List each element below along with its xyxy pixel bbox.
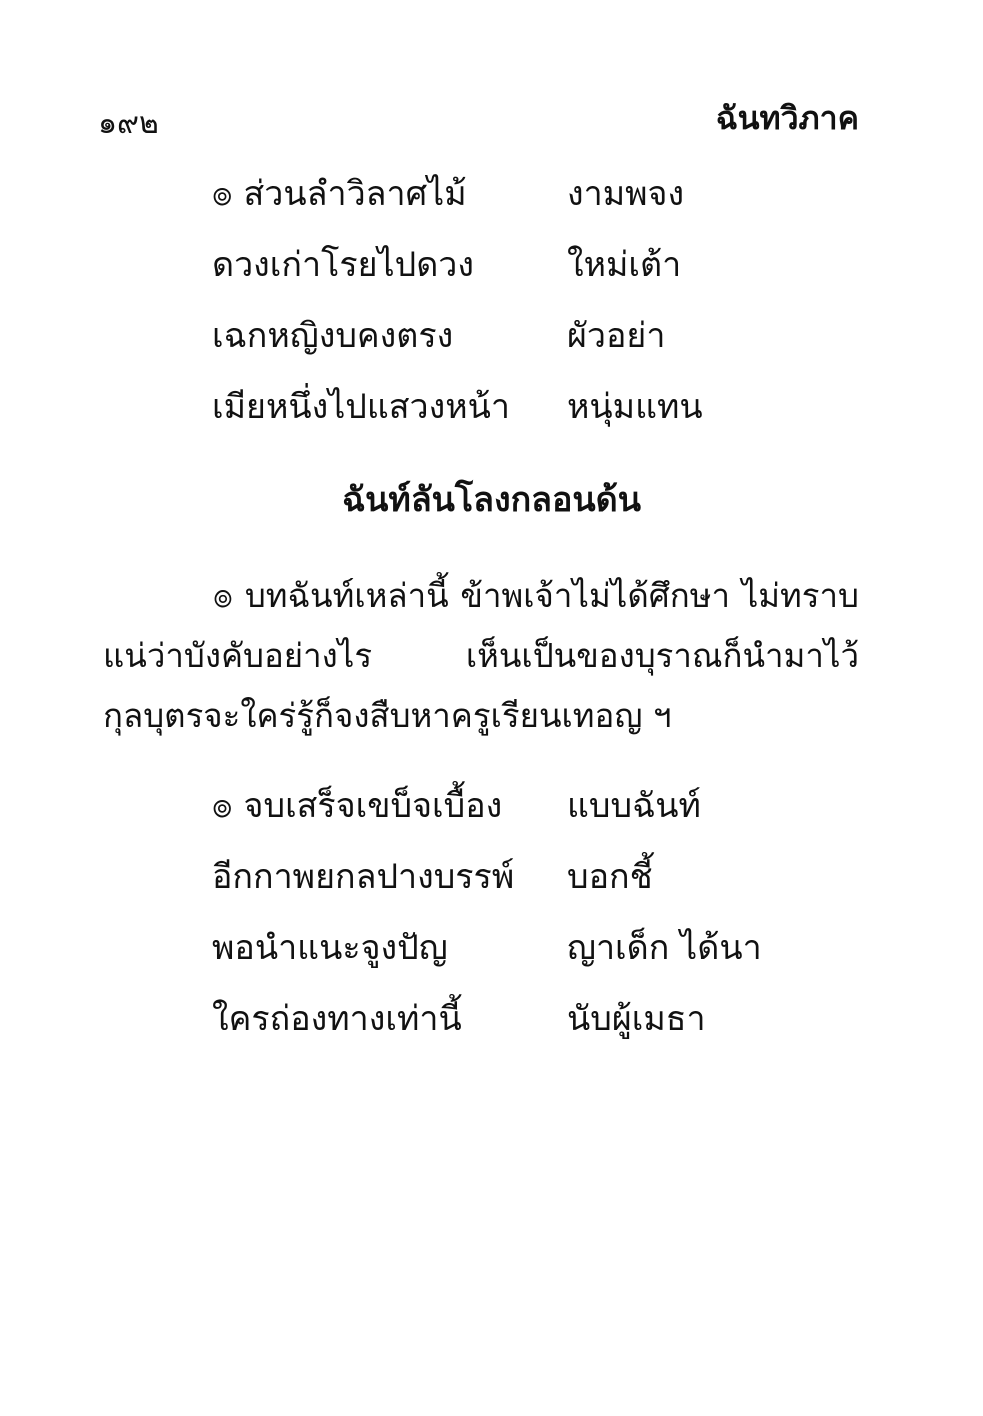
poem-line-second-half: หนุ่มแทน [567,387,703,427]
poem-line [212,920,772,991]
poem-line-first-half: ดวงเก่าโรยไปดวง [212,245,474,285]
poem-line-first-half: เมียหนึ่งไปแสวงหน้า [212,387,510,427]
section-paragraph: ๏ บทฉันท์เหล่านี้ ข้าพเจ้าไม่ได้ศึกษา ไม่ทราบแน่ว่าบังคับอย่างไร เห็นเป็นของบุราณก็นำมาไว้ กุลบุตรจะใคร่รู้ก็จงสืบหาครูเรียนเทอญ ฯ [103,576,859,735]
poem-line-second-half: แบบฉันท์ [567,786,701,826]
poem-line [212,991,772,1062]
section-title: ฉันท์ลันโลงกลอนด้น [342,480,641,520]
poem-line-first-half: อีกกาพยกลปางบรรพ์ [212,857,515,897]
poem-line-second-half: ผัวอย่า [567,316,666,356]
poem-line-first-half: พอนำแนะจูงปัญ [212,928,448,968]
poem-line-second-half: ใหม่เต้า [567,245,682,285]
poem-line [212,849,772,920]
poem-line [212,778,772,849]
poem-line-first-half: เฉกหญิงบคงตรง [212,316,454,356]
running-title: ฉันทวิภาค [715,99,859,137]
poem-line-second-half: นับผู้เมธา [567,999,706,1039]
poem-line [212,237,772,308]
poem-line-second-half: งามพจง [567,174,685,214]
poem-line [212,308,772,379]
page-number: ๑๙๒ [98,106,159,141]
poem-line-first-half: ๏ จบเสร็จเขบ็จเบื้อง [212,786,503,826]
poem-line-first-half: ๏ ส่วนลำวิลาศไม้ [212,174,467,214]
poem-line-second-half: บอกชี้ [567,857,653,897]
poem-line [212,166,772,237]
poem-line [212,379,772,450]
poem-stanza-2 [212,778,772,1062]
poem-stanza-1 [212,166,772,450]
poem-line-second-half: ญาเด็ก ได้นา [567,928,762,968]
poem-line-first-half: ใครถ่องทางเท่านี้ [212,999,462,1039]
